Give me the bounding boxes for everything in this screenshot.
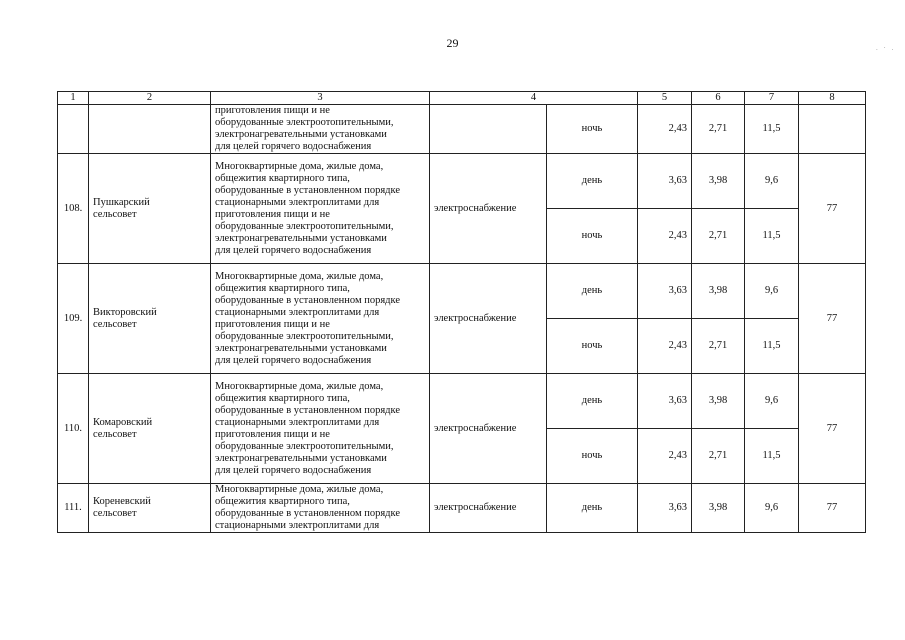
column-header: 8 — [799, 92, 866, 105]
description-line: оборудованные электроотопительными, — [215, 330, 394, 342]
row-number: 111. — [58, 484, 89, 533]
description-line: для целей горячего водоснабжения — [215, 244, 372, 256]
tariff-value: 3,63 — [638, 484, 692, 533]
tariff-value: 2,71 — [692, 105, 745, 154]
description-line: оборудованные электроотопительными, — [215, 440, 394, 452]
tariff-table — [57, 91, 866, 533]
description-line: Многоквартирные дома, жилые дома, — [215, 160, 384, 172]
period-cell: ночь — [547, 319, 638, 374]
description-text — [215, 381, 425, 477]
description-line: приготовления пищи и не — [215, 318, 330, 330]
period-cell: ночь — [547, 105, 638, 154]
description-line: электронагревательными установками — [215, 232, 387, 244]
settlement-name-line: Пушкарский — [93, 196, 150, 208]
tariff-value: 9,6 — [745, 374, 799, 429]
settlement-name — [89, 105, 211, 154]
description-line: электронагревательными установками — [215, 452, 387, 464]
description-line: для целей горячего водоснабжения — [215, 141, 372, 152]
settlement-name-line: сельсовет — [93, 428, 137, 440]
period-cell: день — [547, 154, 638, 209]
description-line: электронагревательными установками — [215, 342, 387, 354]
service-cell: электроснабжение — [430, 484, 547, 533]
tariff-value: 11,5 — [745, 429, 799, 484]
table-row — [58, 374, 866, 429]
description-text — [215, 271, 425, 367]
settlement-name-line: Комаровский — [93, 416, 153, 428]
tariff-value: 2,43 — [638, 105, 692, 154]
description-line: приготовления пищи и не — [215, 428, 330, 440]
table-row — [58, 484, 866, 533]
description-line: общежития квартирного типа, — [215, 392, 350, 404]
description-line: оборудованные в установленном порядке — [215, 184, 401, 196]
settlement-name — [89, 264, 211, 374]
tariff-value: 9,6 — [745, 484, 799, 533]
column-header: 7 — [745, 92, 799, 105]
description-line: Многоквартирные дома, жилые дома, — [215, 484, 384, 495]
description-line: стационарными электроплитами для — [215, 520, 380, 531]
tariff-value: 77 — [799, 374, 866, 484]
column-header: 6 — [692, 92, 745, 105]
description-line: оборудованные электроотопительными, — [215, 220, 394, 232]
settlement-name-line: сельсовет — [93, 318, 137, 330]
scan-speck: . · . — [876, 44, 896, 52]
description-line: приготовления пищи и не — [215, 105, 330, 116]
page-number: 29 — [446, 36, 459, 50]
period-cell: день — [547, 374, 638, 429]
tariff-value — [799, 105, 866, 154]
header-row — [58, 92, 866, 105]
column-header: 3 — [211, 92, 430, 105]
description-cell — [211, 374, 430, 484]
tariff-value: 2,43 — [638, 209, 692, 264]
column-header: 2 — [89, 92, 211, 105]
tariff-value: 11,5 — [745, 319, 799, 374]
column-header: 1 — [58, 92, 89, 105]
description-line: стационарными электроплитами для — [215, 196, 380, 208]
tariff-value: 3,98 — [692, 374, 745, 429]
tariff-value: 77 — [799, 264, 866, 374]
tariff-value: 3,63 — [638, 374, 692, 429]
settlement-name-line: сельсовет — [93, 208, 137, 220]
tariff-value: 2,43 — [638, 319, 692, 374]
service-cell — [430, 105, 547, 154]
description-line: общежития квартирного типа, — [215, 496, 350, 507]
tariff-value: 2,43 — [638, 429, 692, 484]
table-row — [58, 105, 866, 154]
description-line: оборудованные электроотопительными, — [215, 117, 394, 128]
tariff-value: 77 — [799, 484, 866, 533]
description-text — [215, 161, 425, 257]
description-line: оборудованные в установленном порядке — [215, 404, 401, 416]
description-line: для целей горячего водоснабжения — [215, 464, 372, 476]
service-cell: электроснабжение — [430, 374, 547, 484]
description-line: Многоквартирные дома, жилые дома, — [215, 380, 384, 392]
description-line: электронагревательными установками — [215, 129, 387, 140]
description-cell — [211, 105, 430, 154]
period-cell: ночь — [547, 429, 638, 484]
tariff-value: 3,98 — [692, 154, 745, 209]
description-line: стационарными электроплитами для — [215, 306, 380, 318]
description-line: для целей горячего водоснабжения — [215, 354, 372, 366]
description-line: оборудованные в установленном порядке — [215, 294, 401, 306]
column-header: 5 — [638, 92, 692, 105]
description-line: общежития квартирного типа, — [215, 172, 350, 184]
description-line: приготовления пищи и не — [215, 208, 330, 220]
row-number: 110. — [58, 374, 89, 484]
tariff-value: 3,63 — [638, 264, 692, 319]
tariff-value: 9,6 — [745, 264, 799, 319]
row-number: 109. — [58, 264, 89, 374]
tariff-value: 3,98 — [692, 264, 745, 319]
description-line: общежития квартирного типа, — [215, 282, 350, 294]
settlement-name — [89, 374, 211, 484]
table-row — [58, 154, 866, 209]
description-text — [215, 484, 425, 532]
row-number: 108. — [58, 154, 89, 264]
service-cell: электроснабжение — [430, 154, 547, 264]
settlement-name-line: сельсовет — [93, 508, 137, 519]
description-line: оборудованные в установленном порядке — [215, 508, 401, 519]
tariff-value: 77 — [799, 154, 866, 264]
tariff-value: 2,71 — [692, 429, 745, 484]
description-cell — [211, 154, 430, 264]
period-cell: ночь — [547, 209, 638, 264]
table-row — [58, 264, 866, 319]
tariff-value: 2,71 — [692, 209, 745, 264]
description-text — [215, 105, 425, 153]
row-number — [58, 105, 89, 154]
tariff-value: 3,63 — [638, 154, 692, 209]
settlement-name — [89, 484, 211, 533]
tariff-value: 2,71 — [692, 319, 745, 374]
settlement-name — [89, 154, 211, 264]
tariff-value: 11,5 — [745, 105, 799, 154]
period-cell: день — [547, 264, 638, 319]
description-cell — [211, 484, 430, 533]
description-line: Многоквартирные дома, жилые дома, — [215, 270, 384, 282]
description-cell — [211, 264, 430, 374]
column-header: 4 — [430, 92, 638, 105]
tariff-value: 3,98 — [692, 484, 745, 533]
tariff-value: 9,6 — [745, 154, 799, 209]
period-cell: день — [547, 484, 638, 533]
service-cell: электроснабжение — [430, 264, 547, 374]
tariff-value: 11,5 — [745, 209, 799, 264]
settlement-name-line: Кореневский — [93, 496, 151, 507]
description-line: стационарными электроплитами для — [215, 416, 380, 428]
settlement-name-line: Викторовский — [93, 306, 157, 318]
